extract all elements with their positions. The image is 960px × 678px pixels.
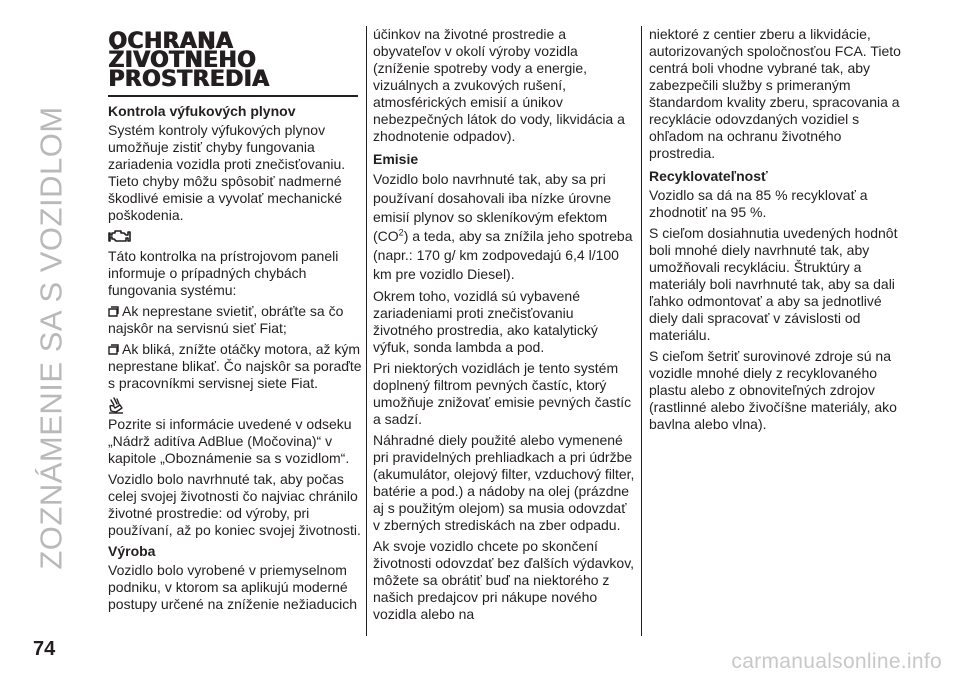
subheading-emissions: Emisie (373, 151, 419, 167)
paragraph-adblue: Pozrite si informácie uvedené v odseku „Nádrž aditíva AdBlue (Močovina)“ v kapitole „Oboznámenie sa s vozidlom“. (108, 416, 352, 466)
paragraph-recyclability: Vozidlo sa dá na 85 % recyklovať a zhodnotiť na 95 %. (649, 187, 868, 220)
column-divider (641, 26, 642, 636)
paragraph-design: Vozidlo bolo navrhnuté tak, aby počas celej svojej životnosti čo najviac chránilo životné prostredie: od výroby, pri používaní, až po koniec svojej životnosti. (108, 471, 361, 538)
column-3 (649, 26, 911, 437)
paragraph-equipment: Okrem toho, vozidlá sú vybavené zariadeniami proti znečisťovaniu životného prostredia, ako katalytický výfuk, sonda lambda a pod. (373, 288, 598, 355)
subheading-production: Výroba (108, 543, 156, 559)
hand-note-icon (108, 396, 362, 414)
bullet-item: Ak bliká, znížte otáčky motora, až kým neprestane blikať. Čo najskôr sa poraďte s pracovníkmi servisnej siete Fiat. (108, 341, 362, 391)
paragraph-indicator: Táto kontrolka na prístrojovom paneli informuje o prípadných chybách fungovania systému: (108, 248, 339, 298)
section-title (108, 29, 362, 92)
paragraph-production: Vozidlo bolo vyrobené v priemyselnom podniku, v ktorom sa aplikujú moderné postupy určené na zníženie nežiaducich (108, 562, 358, 612)
paragraph-goal: S cieľom dosiahnutia uvedených hodnôt boli mnohé diely navrhnuté tak, aby umožňovali recykláciu. Štruktúry a materiály boli navrhnuté tak, aby sa dali ľahko odmontovať a aby sa jednotlivé diely dali spracovať v závislosti od materiálu. (649, 225, 898, 343)
side-chapter-title (22, 18, 82, 658)
section-title-line: ŽIVOTNÉHO (108, 48, 256, 73)
subscript-co2: 2 (398, 227, 404, 238)
paragraph-filter: Pri niektorých vozidlách je tento systém doplnený filtrom pevných častíc, ktorý umožňuje znižovať emisie pevných častíc a sadzí. (373, 360, 632, 427)
section-title-line: PROSTREDIA (108, 67, 270, 92)
paragraph-continuation: účinkov na životné prostredie a obyvateľov v okolí výroby vozidla (zníženie spotreby vody a energie, vizuálnych a zvukových rušení, atmosférických emisií a únikov nebezpečných látok do vody, likvidácia a zhodnotenie odpadov). (373, 26, 625, 144)
paragraph-end-of-life: Ak svoje vozidlo chcete po skončení životnosti odovzdať bez ďalších výdavkov, môžete sa obrátiť buď na niektorého z našich predajcov pri nákupe nového vozidla alebo na (373, 538, 635, 622)
watermark: carmanualsonline.info (731, 650, 942, 673)
paragraph-continuation: niektoré z centier zberu a likvidácie, autorizovaných spoločnosťou FCA. Tieto centrá boli vhodne vybrané tak, aby zabezpečili služby s primeraným štandardom kvality zberu, spracovania a recyklácie odovzdaných vozidiel s ohľadom na ochranu životného prostredia. (649, 26, 901, 161)
bullet-square-icon (108, 306, 119, 317)
engine-warning-icon (108, 228, 362, 246)
page-number: 74 (33, 638, 56, 660)
paragraph-resources: S cieľom šetriť surovinové zdroje sú na vozidle mnohé diely z recyklovaného plastu alebo z obnoviteľných zdrojov (rastlinné alebo živočíšne materiály, ako bavlna alebo vlna). (649, 348, 897, 432)
paragraph-parts: Náhradné diely použité alebo vymenené pri pravidelných prehliadkach a pri údržbe (akumulátor, olejový filter, vzduchový filter, batérie a pod.) a nádoby na olej (prázdne aj s použitým olejom) sa musia odovzdať v zberných strediskách na zber odpadu. (373, 432, 635, 533)
side-chapter-title-text: ZOZNÁMENIE SA S VOZIDLOM (34, 106, 70, 570)
paragraph-emissions: Vozidlo bolo navrhnuté tak, aby sa pri používaní dosahovali iba nízke úrovne emisií plynov so skleníkovým efektom $(CO^2)$ a teda, aby sa znížila jeho spotreba (napr.: 170 g/ km zodpovedajú 6,4 l/100 km pre vozidlo Diesel). (373, 171, 633, 282)
section-rule (108, 95, 358, 97)
section-title-line: OCHRANA (108, 29, 233, 54)
column-divider (366, 26, 367, 636)
subheading-recyclability: Recyklovateľnosť (649, 168, 768, 184)
bullet-item: Ak neprestane svietiť, obráťte sa čo najskôr na servisnú sieť Fiat; (108, 303, 344, 336)
subheading-exhaust: Kontrola výfukových plynov (108, 103, 296, 119)
column-1 (108, 26, 362, 617)
paragraph-exhaust: Systém kontroly výfukových plynov umožňuje zistiť chyby fungovania zariadenia vozidla proti znečisťovaniu. Tieto chyby môžu spôsobiť nadmerné škodlivé emisie a vyvolať mechanické poškodenia. (108, 122, 346, 223)
column-2 (373, 26, 635, 627)
bullet-square-icon (108, 344, 119, 355)
